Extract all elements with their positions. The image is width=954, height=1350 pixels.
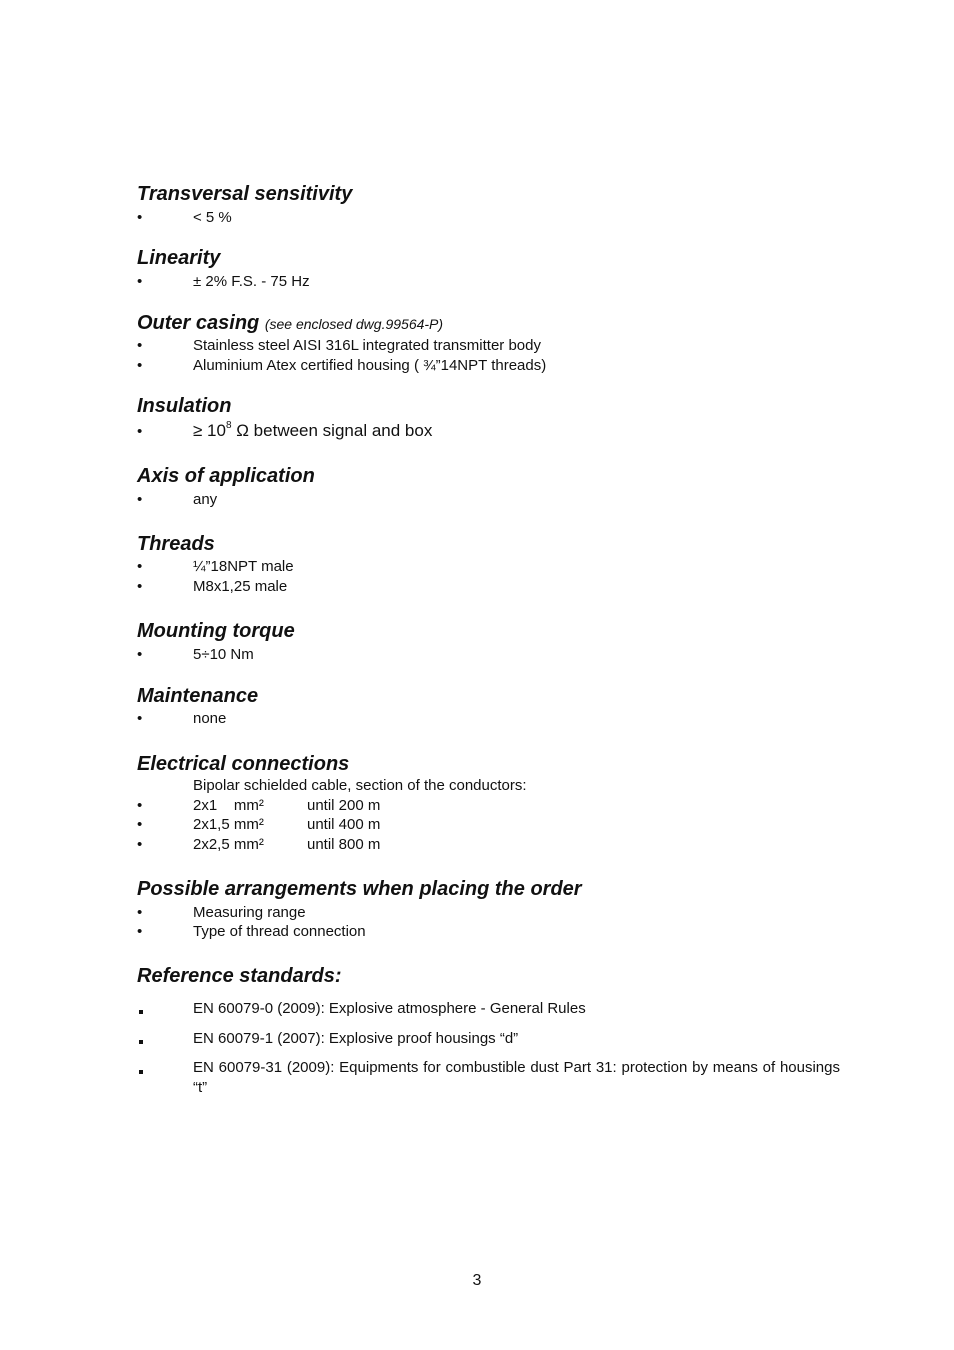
square-bullet-icon bbox=[139, 1070, 143, 1074]
heading-possible-arrangements: Possible arrangements when placing the order bbox=[137, 878, 582, 900]
bullet-icon bbox=[137, 272, 157, 291]
bullet-icon bbox=[137, 577, 157, 596]
heading-mounting-torque: Mounting torque bbox=[137, 620, 295, 642]
heading-axis-of-application: Axis of application bbox=[137, 465, 315, 487]
heading-maintenance: Maintenance bbox=[137, 685, 259, 707]
bullet-icon bbox=[137, 903, 157, 922]
heading-insulation: Insulation bbox=[137, 395, 232, 417]
heading-electrical-connections: Electrical connections bbox=[137, 753, 350, 775]
bullet-icon bbox=[137, 645, 157, 664]
bullet-icon bbox=[137, 421, 157, 441]
bullet-icon bbox=[137, 796, 157, 815]
heading-transversal-sensitivity: Transversal sensitivity bbox=[137, 183, 353, 205]
bullet-icon bbox=[137, 356, 157, 375]
bullet-icon bbox=[137, 490, 157, 509]
bullet-icon bbox=[137, 208, 157, 227]
heading-note: (see enclosed dwg.99564-P) bbox=[264, 316, 444, 332]
heading-threads: Threads bbox=[137, 533, 215, 555]
heading-reference-standards: Reference standards: bbox=[137, 965, 342, 987]
heading-outer-casing: Outer casing (see enclosed dwg.99564-P) bbox=[137, 312, 444, 334]
page-number: 3 bbox=[472, 1272, 482, 1289]
bullet-icon bbox=[137, 815, 157, 834]
list-item-text: EN 60079-31 (2009): Equipments for combustible dust Part 31: protection by means of housings “t” bbox=[193, 1059, 840, 1096]
square-bullet-icon bbox=[139, 1040, 143, 1044]
square-bullet-icon bbox=[139, 1010, 143, 1014]
bullet-icon bbox=[137, 922, 157, 941]
bullet-icon bbox=[137, 336, 157, 355]
bullet-icon bbox=[137, 709, 157, 728]
heading-linearity: Linearity bbox=[137, 247, 221, 269]
bullet-icon bbox=[137, 557, 157, 576]
bullet-icon bbox=[137, 835, 157, 854]
